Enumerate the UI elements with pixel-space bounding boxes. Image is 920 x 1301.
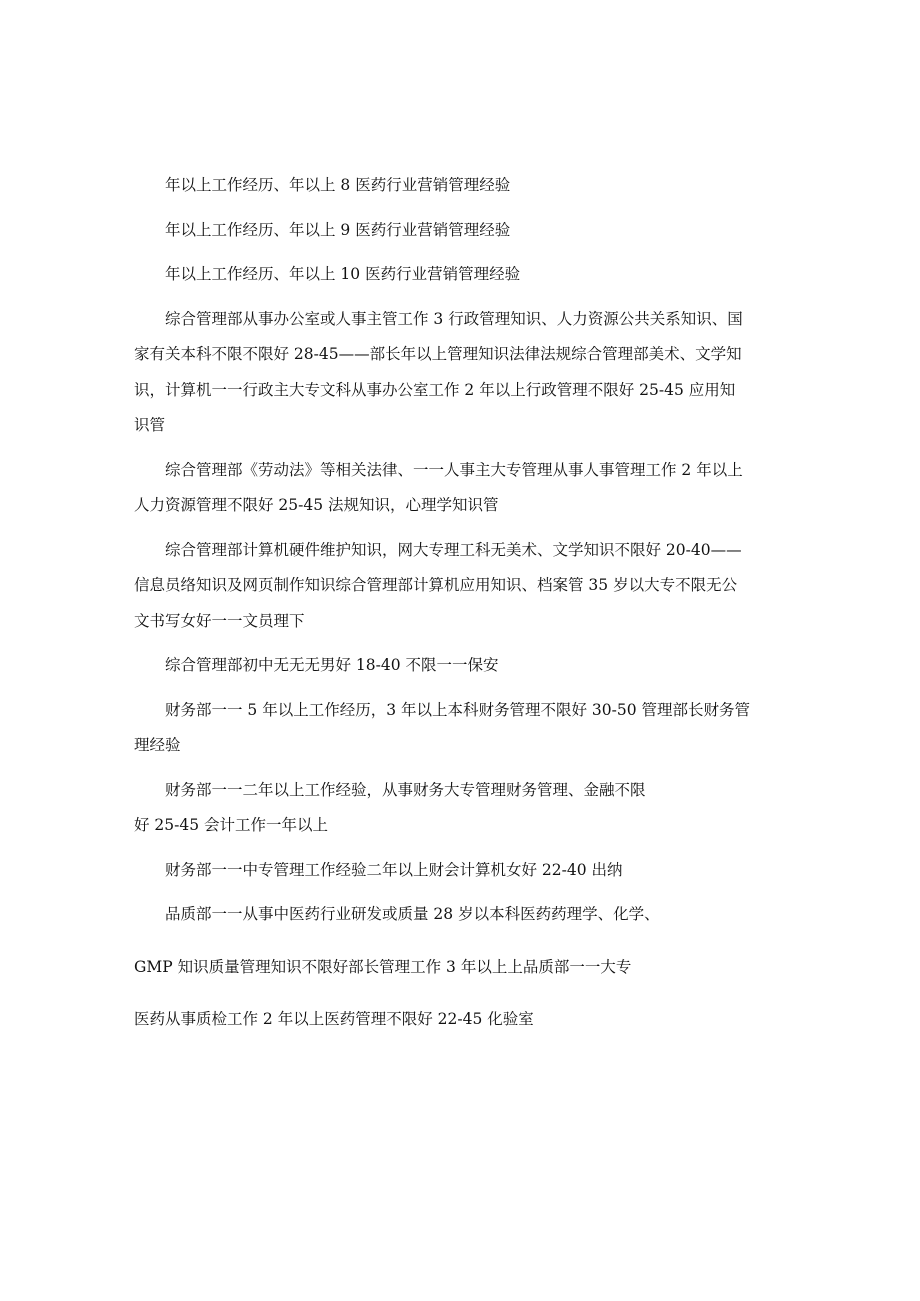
text-line: 家有关本科不限不限好 28-45——部长年以上管理知识法律法规综合管理部美术、文学知 (134, 345, 742, 363)
text-line: 识，计算机一一行政主大专文科从事办公室工作 2 年以上行政管理不限好 25-45 应用知 (134, 380, 736, 399)
text-line: 文书写女好一一文员理下 (134, 611, 305, 630)
document-body (134, 168, 790, 1038)
text-line: 医药从事质检工作 2 年以上医药管理不限好 22-45 化验室 (134, 1010, 534, 1028)
text-line: 识管 (134, 416, 166, 434)
text-line: 年以上工作经历、年以上 10 医药行业营销管理经验 (165, 265, 521, 283)
text-line: 综合管理部从事办公室或人事主管工作 3 行政管理知识、人力资源公共关系知识、国 (165, 309, 743, 328)
text-line: GMP 知识质量管理知识不限好部长管理工作 3 年以上上品质部一一大专 (134, 957, 632, 976)
text-line: 财务部一一 5 年以上工作经历，3 年以上本科财务管理不限好 30-50 管理部长财务管 (165, 700, 751, 719)
text-line: 财务部一一中专管理工作经验二年以上财会计算机女好 22-40 出纳 (165, 860, 623, 879)
text-line: 理经验 (134, 736, 181, 754)
text-line: 财务部一一二年以上工作经验，从事财务大专管理财务管理、金融不限 (165, 780, 646, 799)
text-line: 人力资源管理不限好 25-45 法规知识，心理学知识管 (134, 496, 499, 514)
text-line: 信息员络知识及网页制作知识综合管理部计算机应用知识、档案管 35 岁以大专不限无公 (134, 576, 738, 594)
text-line: 年以上工作经历、年以上 9 医药行业营销管理经验 (165, 220, 511, 239)
text-line: 品质部一一从事中医药行业研发或质量 28 岁以本科医药药理学、化学、 (165, 905, 660, 923)
text-line: 综合管理部初中无无无男好 18-40 不限一一保安 (165, 656, 499, 674)
text-line: 综合管理部计算机硬件维护知识，网大专理工科无美术、文学知识不限好 20-40—— (165, 540, 742, 559)
text-line: 年以上工作经历、年以上 8 医药行业营销管理经验 (165, 176, 511, 194)
text-line: 综合管理部《劳动法》等相关法律、一一人事主大专管理从事人事管理工作 2 年以上 (165, 460, 743, 479)
text-line: 好 25-45 会计工作一年以上 (134, 816, 329, 834)
